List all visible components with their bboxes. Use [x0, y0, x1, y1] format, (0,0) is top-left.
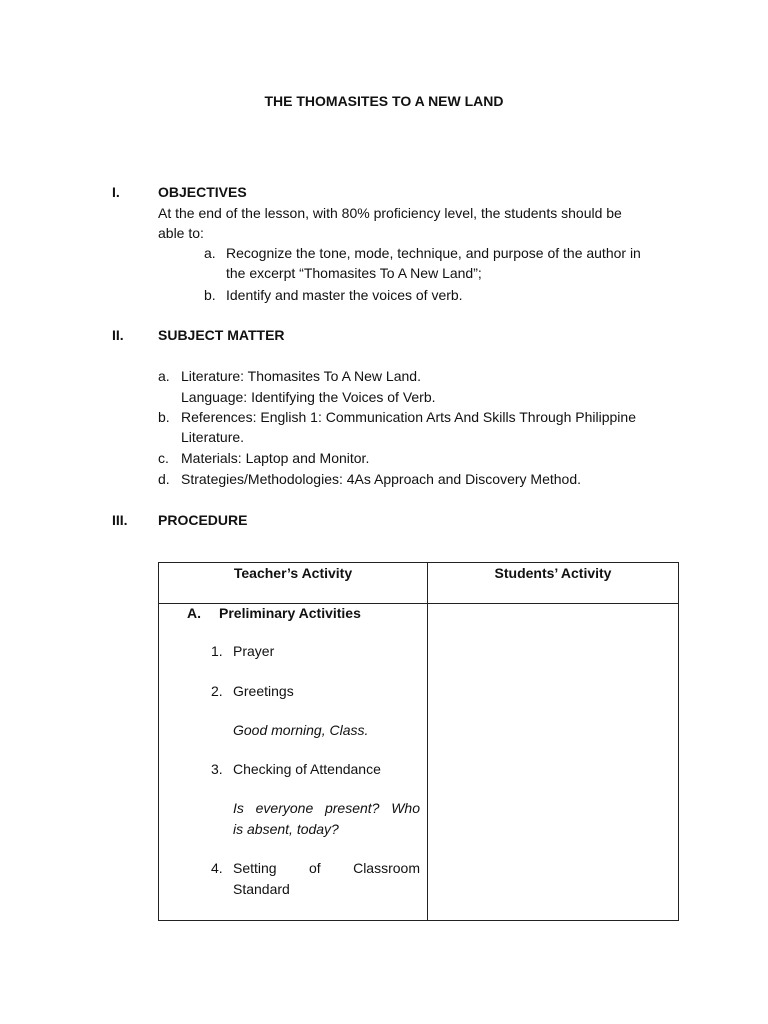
- objective-item-b-marker: b.: [204, 287, 216, 303]
- subject-item-c-line1: Materials: Laptop and Monitor.: [181, 450, 370, 466]
- students-activity-header: Students’ Activity: [428, 563, 679, 604]
- objective-item-a-line2: the excerpt “Thomasites To A New Land”;: [226, 265, 482, 281]
- teacher-activity-header: Teacher’s Activity: [159, 563, 428, 604]
- objective-item-a-line1: Recognize the tone, mode, technique, and purpose of the author in: [226, 245, 641, 261]
- step-2-marker: 2.: [211, 683, 223, 699]
- objectives-intro-line1: At the end of the lesson, with 80% proficiency level, the students should be: [158, 205, 622, 221]
- document-title: THE THOMASITES TO A NEW LAND: [264, 93, 504, 109]
- section-heading-procedure: PROCEDURE: [158, 512, 248, 528]
- step-3-note-line1: Is everyone present? Who: [233, 800, 420, 816]
- subject-item-d-line1: Strategies/Methodologies: 4As Approach and Discovery Method.: [181, 471, 582, 487]
- teacher-activity-cell: [159, 604, 428, 921]
- section-heading-subject-matter: SUBJECT MATTER: [158, 327, 285, 343]
- subject-item-b-marker: b.: [158, 409, 170, 425]
- step-4-label-line1: Setting of Classroom: [233, 860, 420, 876]
- section-numeral-objectives: I.: [112, 184, 120, 200]
- step-3-label: Checking of Attendance: [233, 761, 381, 777]
- objective-item-b-line1: Identify and master the voices of verb.: [226, 287, 463, 303]
- step-1-label: Prayer: [233, 643, 275, 659]
- preliminary-title: Preliminary Activities: [219, 605, 361, 621]
- step-4-marker: 4.: [211, 860, 223, 876]
- step-3-note-line2: is absent, today?: [233, 821, 339, 837]
- objectives-intro-line2: able to:: [158, 225, 204, 241]
- subject-item-a-marker: a.: [158, 368, 170, 384]
- section-numeral-procedure: III.: [112, 512, 128, 528]
- procedure-table: [158, 562, 679, 921]
- students-activity-cell: [428, 604, 679, 921]
- subject-item-a-line1: Literature: Thomasites To A New Land.: [181, 368, 421, 384]
- subject-item-a-line2: Language: Identifying the Voices of Verb.: [181, 389, 436, 405]
- objective-item-a-marker: a.: [204, 245, 216, 261]
- subject-item-c-marker: c.: [158, 450, 169, 466]
- step-3-marker: 3.: [211, 761, 223, 777]
- step-4-label-line2: Standard: [233, 881, 290, 897]
- step-2-label: Greetings: [233, 683, 294, 699]
- section-heading-objectives: OBJECTIVES: [158, 184, 247, 200]
- subject-item-b-line1: References: English 1: Communication Arts And Skills Through Philippine: [181, 409, 636, 425]
- section-numeral-subject-matter: II.: [112, 327, 124, 343]
- preliminary-marker: A.: [187, 605, 201, 621]
- step-2-note: Good morning, Class.: [233, 722, 369, 738]
- subject-item-b-line2: Literature.: [181, 429, 245, 445]
- subject-item-d-marker: d.: [158, 471, 170, 487]
- step-1-marker: 1.: [211, 643, 223, 659]
